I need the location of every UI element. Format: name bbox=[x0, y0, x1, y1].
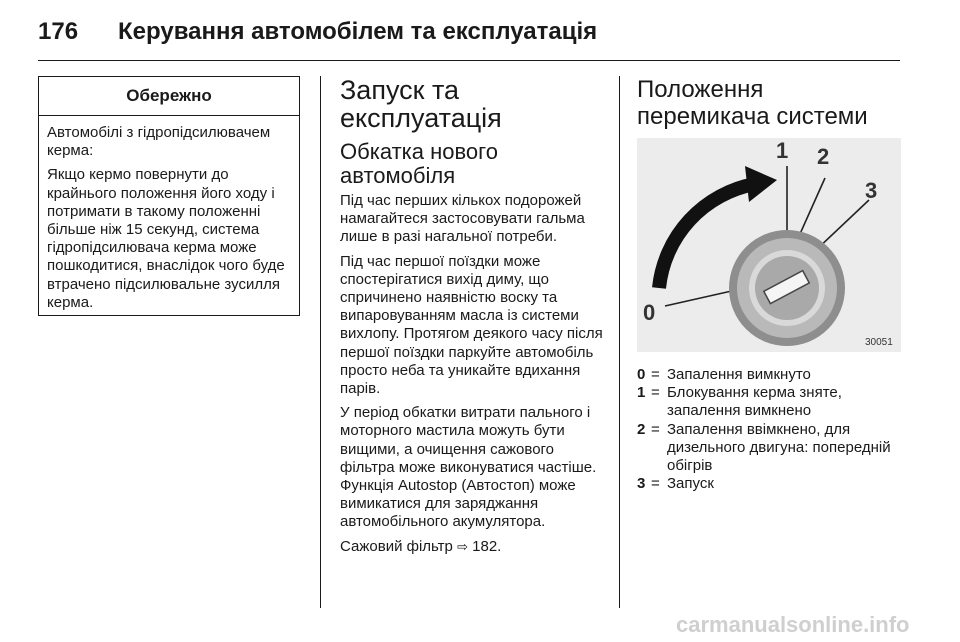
legend-separator: = bbox=[651, 420, 660, 438]
caution-box bbox=[38, 76, 300, 316]
column-divider-left bbox=[320, 76, 321, 608]
reference-arrow-icon: ⇨ bbox=[457, 538, 468, 554]
legend-item bbox=[637, 384, 901, 420]
legend-key: 2 bbox=[637, 420, 646, 438]
legend-separator: = bbox=[651, 366, 660, 383]
caution-title: Обережно bbox=[39, 77, 299, 116]
ignition-legend bbox=[637, 366, 901, 493]
legend-text: Запуск bbox=[667, 475, 714, 493]
position-label-0: 0 bbox=[643, 300, 656, 325]
legend-item bbox=[637, 366, 901, 384]
position-label-2: 2 bbox=[817, 144, 830, 169]
caution-paragraph: Автомобілі з гідропідсилювачем керма: bbox=[47, 124, 271, 160]
legend-item bbox=[637, 421, 901, 476]
reference-page: 182. bbox=[472, 537, 502, 555]
legend-text: Блокування керма зняте, запалення вимкнено bbox=[667, 384, 842, 420]
ignition-heading: Положення перемикача системи bbox=[637, 76, 868, 130]
body-paragraph: Під час першої поїздки може спостерігатися вихід диму, що спричинено наявністю воску та випаровуванням масла із системи вихлопу. Протягом деякого часу після першої поїздки паркуйте автомобіль просто неба та уникайте вдихання парів. bbox=[340, 252, 603, 398]
position-label-3: 3 bbox=[865, 178, 878, 203]
ignition-switch-figure bbox=[637, 138, 901, 352]
body-paragraph: У період обкатки витрати пального і моторного мастила можуть бути вищими, а очищення сажового фільтра може виконуватися частіше. Функція Autostop (Автостоп) може вимикатися для заряджання автомобільного акумулятора. bbox=[340, 404, 597, 531]
figure-code: 30051 bbox=[865, 337, 893, 348]
cross-reference[interactable] bbox=[340, 538, 608, 556]
legend-text: Запалення ввімкнено, для дизельного двигуна: попередній обігрів bbox=[667, 420, 891, 475]
legend-item bbox=[637, 475, 901, 493]
page-number: 176 bbox=[38, 18, 79, 45]
caution-paragraph: Якщо кермо повернути до крайнього положення його ходу і потримати в такому положенні більше ніж 15 секунд, система гідропідсилювача керма може пошкодитися, внаслідок чого буде втрачено підсилювальне зусилля керма. bbox=[47, 166, 285, 311]
reference-text: Сажовий фільтр bbox=[340, 537, 453, 555]
page-header-title: Керування автомобілем та експлуатація bbox=[118, 18, 598, 45]
section-subheading: Обкатка нового автомобіля bbox=[340, 139, 498, 188]
legend-separator: = bbox=[651, 384, 660, 402]
column-divider-right bbox=[619, 76, 620, 608]
body-paragraph: Під час перших кількох подорожей намагайтеся застосовувати гальма лише в разі нагальної потреби. bbox=[340, 192, 585, 246]
section-heading: Запуск та експлуатація bbox=[340, 75, 502, 133]
legend-key: 3 bbox=[637, 475, 646, 493]
ignition-switch-illustration bbox=[637, 138, 901, 352]
legend-key: 0 bbox=[637, 366, 646, 383]
caution-body bbox=[39, 116, 299, 312]
position-label-1: 1 bbox=[776, 138, 789, 163]
legend-key: 1 bbox=[637, 384, 646, 402]
page-header bbox=[38, 14, 900, 61]
section-body bbox=[340, 192, 608, 556]
breakin-section bbox=[340, 76, 608, 562]
watermark: carmanualsonline.info bbox=[676, 612, 910, 637]
legend-text: Запалення вимкнуто bbox=[667, 366, 811, 383]
legend-separator: = bbox=[651, 475, 660, 493]
